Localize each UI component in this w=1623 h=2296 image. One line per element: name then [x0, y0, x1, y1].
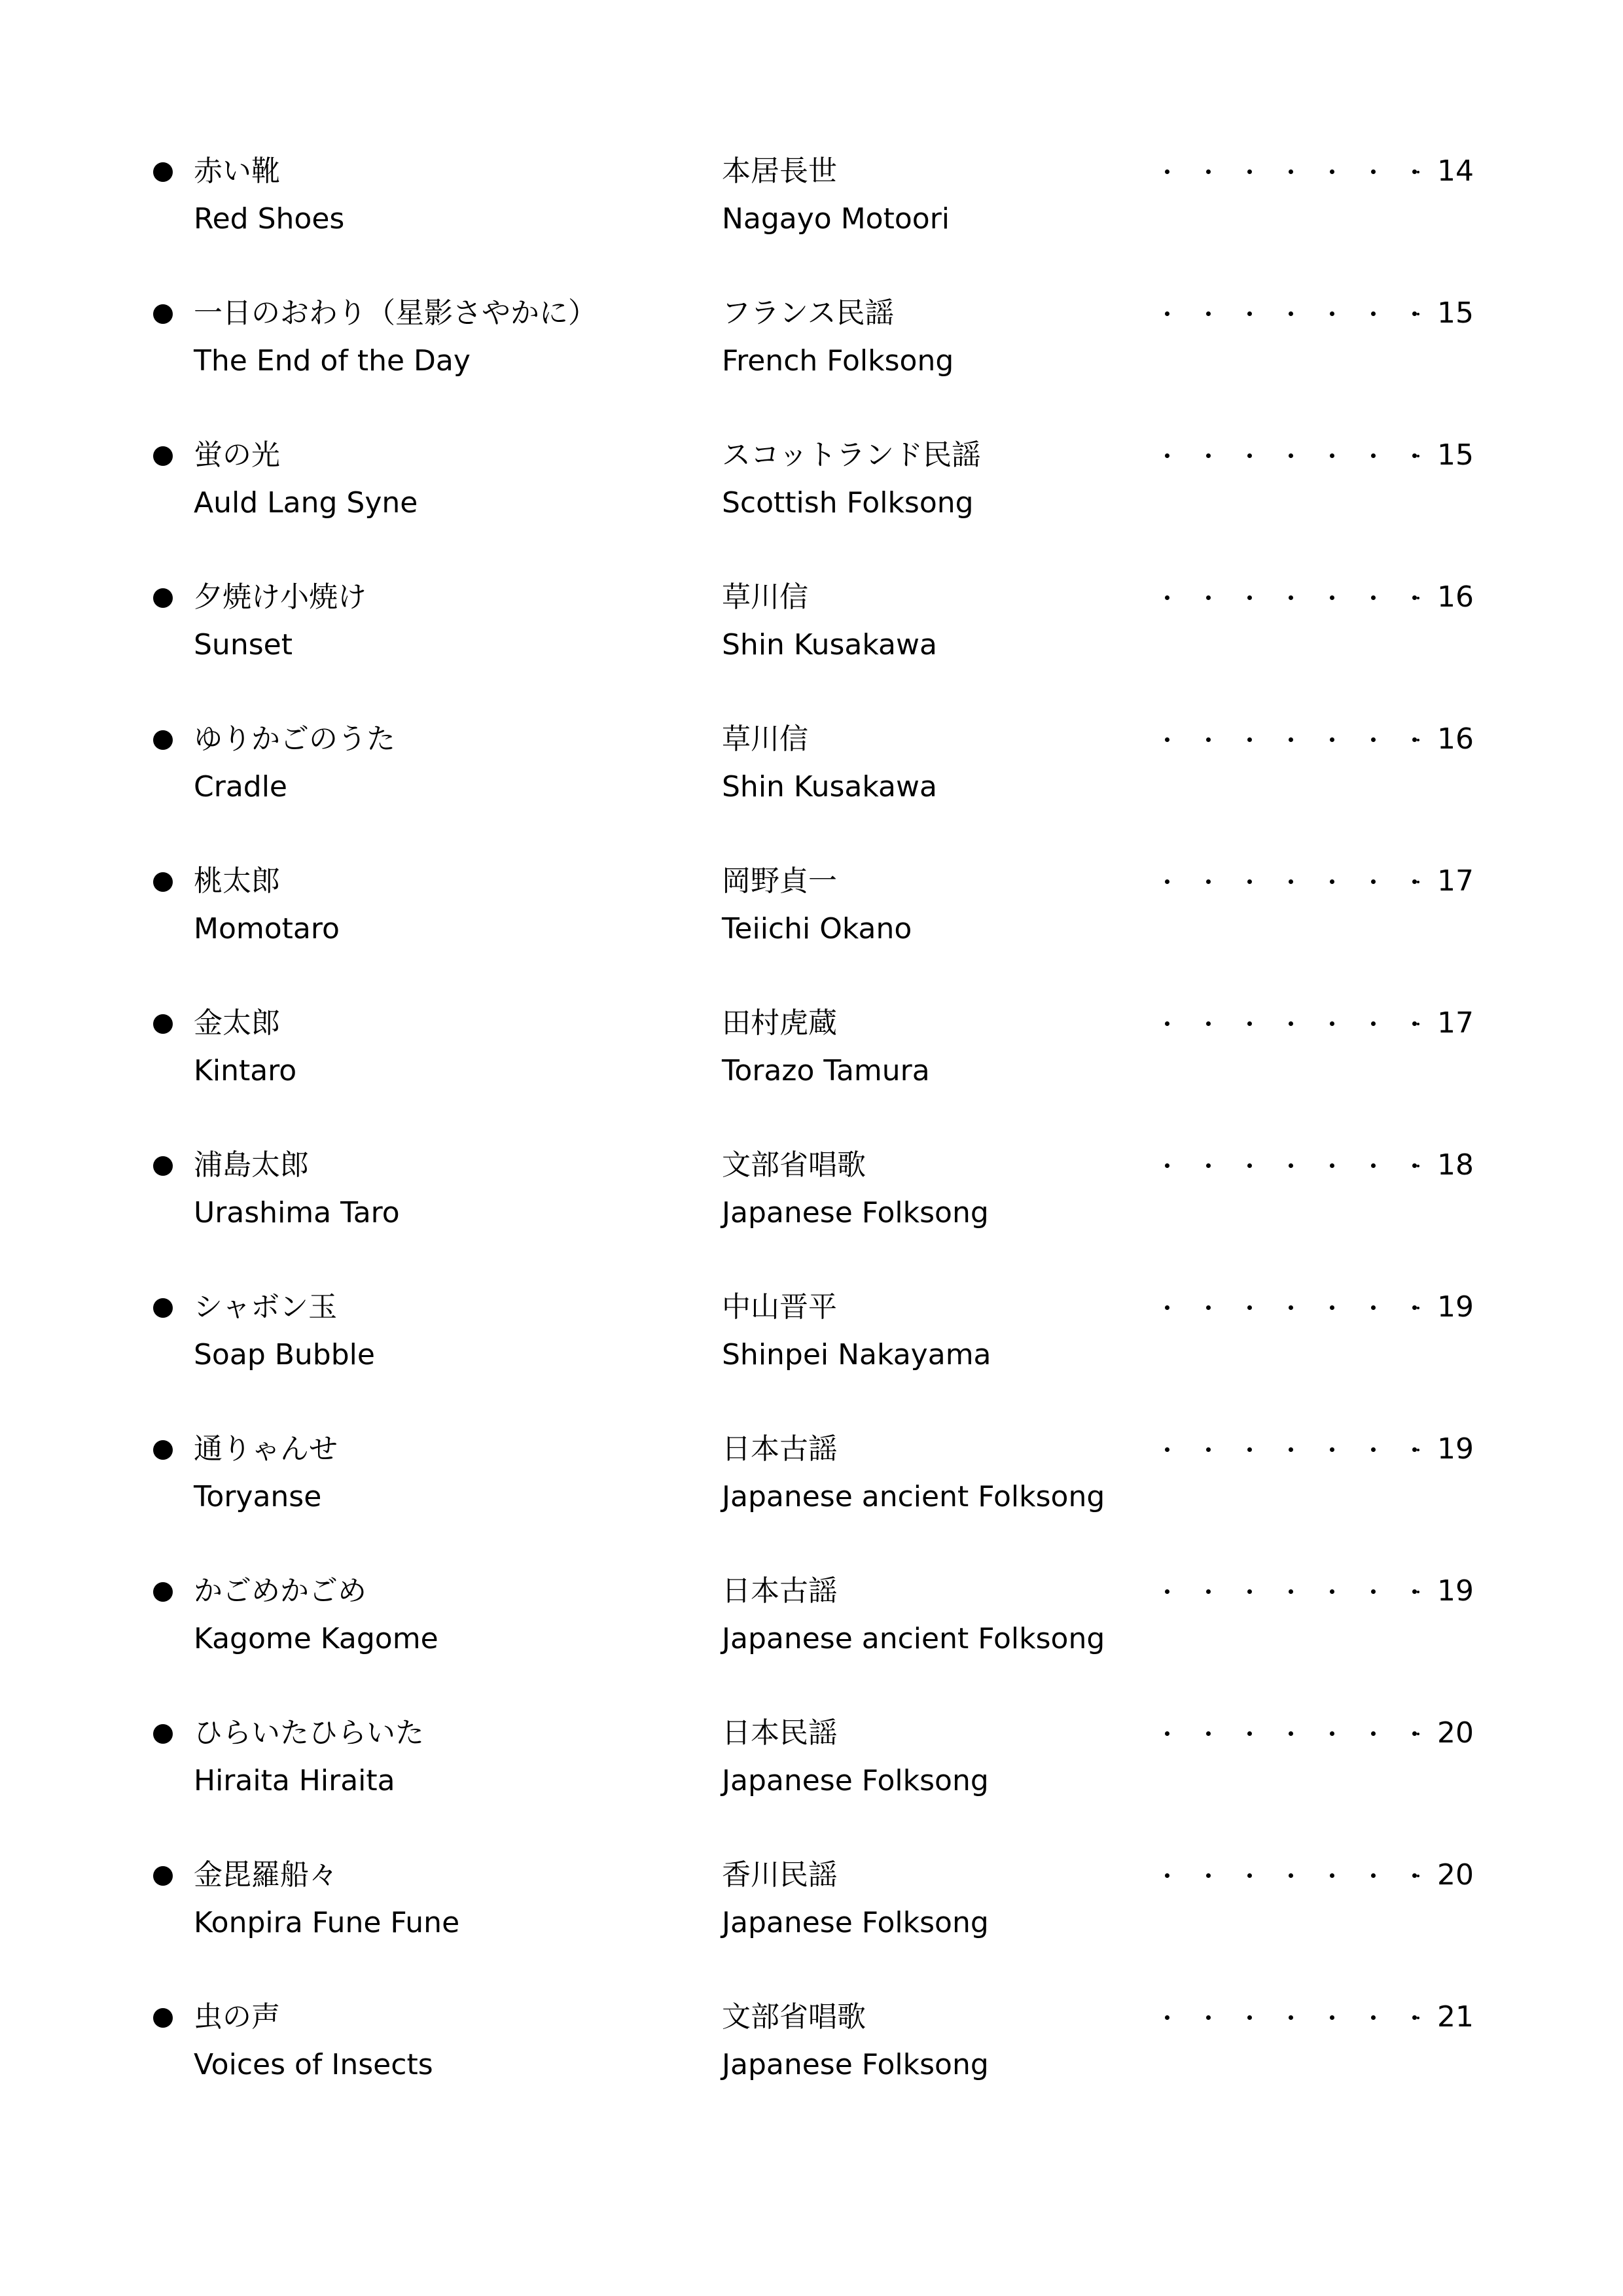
composer-english: Japanese ancient Folksong	[722, 1480, 1105, 1513]
page-number: 19	[1437, 1290, 1474, 1324]
dot-leader	[1165, 1998, 1427, 2037]
composer-english: Japanese Folksong	[722, 1906, 989, 1939]
composer-english: Japanese Folksong	[722, 2048, 989, 2081]
song-title-japanese: 一日のおわり（星影さやかに）	[194, 296, 597, 330]
page-number: 20	[1437, 1858, 1474, 1892]
song-title-japanese: 虫の声	[194, 2000, 280, 2034]
toc-entry[interactable]	[0, 284, 1623, 520]
composer-japanese: フランス民謡	[722, 296, 894, 330]
toc-entry[interactable]	[0, 568, 1623, 804]
song-title-english: Red Shoes	[194, 202, 345, 236]
page-number: 14	[1437, 154, 1474, 188]
toc-entry[interactable]	[0, 710, 1623, 945]
toc-entry[interactable]	[0, 994, 1623, 1229]
composer-japanese: 日本古謡	[722, 1432, 837, 1466]
toc-entry[interactable]	[0, 1562, 1623, 1797]
composer-english: Japanese ancient Folksong	[722, 1622, 1105, 1655]
song-title-japanese: ゆりかごのうた	[194, 722, 395, 756]
toc-entry[interactable]	[0, 426, 1623, 662]
song-title-english: Cradle	[194, 770, 287, 804]
song-title-english: Auld Lang Syne	[194, 486, 418, 520]
page-number: 16	[1437, 722, 1474, 756]
song-title-english: Soap Bubble	[194, 1338, 375, 1371]
song-title-english: Hiraita Hiraita	[194, 1764, 395, 1797]
composer-english: Japanese Folksong	[722, 1764, 989, 1797]
song-title-japanese: ひらいたひらいた	[194, 1716, 424, 1750]
composer-english: Scottish Folksong	[722, 486, 974, 520]
composer-english: French Folksong	[722, 344, 954, 378]
composer-english: Nagayo Motoori	[722, 202, 950, 236]
song-title-english: Momotaro	[194, 912, 340, 945]
song-title-english: Sunset	[194, 628, 293, 662]
song-title-english: Toryanse	[194, 1480, 322, 1513]
song-title-japanese: 金太郎	[194, 1006, 280, 1040]
composer-japanese: 岡野貞一	[722, 864, 837, 898]
page-number: 15	[1437, 296, 1474, 330]
composer-english: Teiichi Okano	[722, 912, 912, 945]
toc-entry[interactable]	[0, 1846, 1623, 2081]
toc-entry[interactable]	[0, 852, 1623, 1087]
song-title-english: Kagome Kagome	[194, 1622, 438, 1655]
toc-entry[interactable]	[0, 142, 1623, 378]
song-title-english: Kintaro	[194, 1054, 297, 1087]
song-title-japanese: 金毘羅船々	[194, 1858, 338, 1892]
composer-japanese: 日本古謡	[722, 1574, 837, 1608]
toc-entry[interactable]	[0, 1704, 1623, 1939]
song-title-japanese: 夕焼け小焼け	[194, 580, 366, 614]
toc-entry[interactable]	[0, 1420, 1623, 1655]
song-title-english: Voices of Insects	[194, 2048, 433, 2081]
song-title-english: Konpira Fune Fune	[194, 1906, 460, 1939]
page-number: 16	[1437, 580, 1474, 614]
composer-japanese: 文部省唱歌	[722, 2000, 866, 2034]
bullet-icon	[153, 2008, 173, 2028]
composer-english: Torazo Tamura	[722, 1054, 930, 1087]
page-number: 19	[1437, 1574, 1474, 1608]
composer-japanese: 日本民謡	[722, 1716, 837, 1750]
song-title-japanese: 赤い靴	[194, 154, 280, 188]
composer-japanese: 田村虎蔵	[722, 1006, 837, 1040]
composer-english: Shin Kusakawa	[722, 628, 937, 662]
song-title-japanese: 通りゃんせ	[194, 1432, 338, 1466]
song-title-japanese: シャボン玉	[194, 1290, 338, 1324]
page-number: 18	[1437, 1148, 1474, 1182]
page-number: 17	[1437, 1006, 1474, 1040]
composer-japanese: 文部省唱歌	[722, 1148, 866, 1182]
composer-japanese: 草川信	[722, 722, 808, 756]
page-number: 15	[1437, 438, 1474, 472]
song-title-japanese: 蛍の光	[194, 438, 280, 472]
composer-japanese: 中山晋平	[722, 1290, 837, 1324]
composer-english: Shinpei Nakayama	[722, 1338, 991, 1371]
song-title-english: The End of the Day	[194, 344, 471, 378]
page-number: 20	[1437, 1716, 1474, 1750]
song-title-japanese: かごめかごめ	[194, 1574, 366, 1608]
toc-entry[interactable]	[0, 0, 1623, 236]
composer-japanese: 香川民謡	[722, 1858, 837, 1892]
song-title-japanese: 浦島太郎	[194, 1148, 309, 1182]
composer-english: Shin Kusakawa	[722, 770, 937, 804]
composer-japanese: スコットランド民謡	[722, 438, 981, 472]
song-title-japanese: 桃太郎	[194, 864, 280, 898]
song-title-english: Urashima Taro	[194, 1196, 400, 1229]
composer-english: Japanese Folksong	[722, 1196, 989, 1229]
page-number: 21	[1437, 2000, 1474, 2034]
composer-japanese: 本居長世	[722, 154, 837, 188]
composer-japanese: 草川信	[722, 580, 808, 614]
toc-entry[interactable]	[0, 1278, 1623, 1513]
page-number: 19	[1437, 1432, 1474, 1466]
page-number: 17	[1437, 864, 1474, 898]
toc-entry[interactable]	[0, 1136, 1623, 1371]
